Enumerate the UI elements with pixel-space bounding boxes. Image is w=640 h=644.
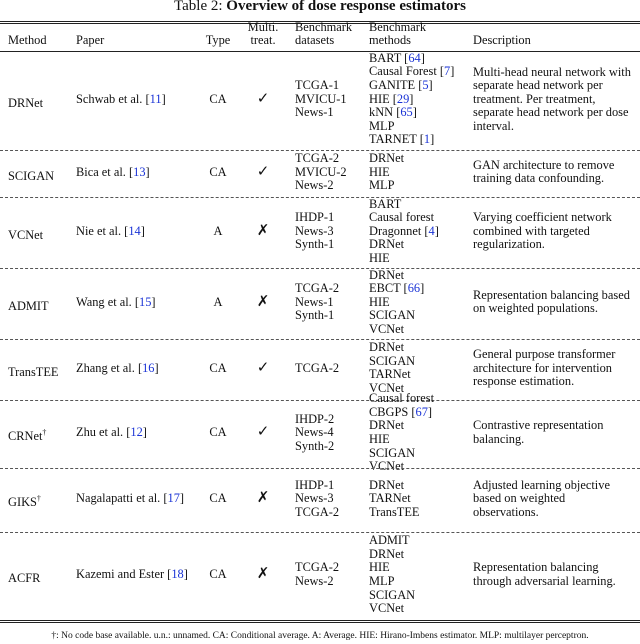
header-datasets: datasets: [295, 33, 335, 48]
method-item-name: EBCT: [369, 281, 401, 296]
method-item: [369, 152, 404, 166]
method-item-name: SCIGAN: [369, 353, 416, 368]
cell-description: [473, 289, 630, 316]
method-item-name: SCIGAN: [369, 308, 416, 323]
method-item-name: SCIGAN: [369, 587, 416, 602]
method-name: ACFR: [8, 571, 41, 586]
method-item: EBCT [66]: [369, 281, 425, 296]
method-item: [369, 534, 415, 548]
cell-paper: Bica et al. [13]: [76, 164, 150, 179]
citation-link[interactable]: 13: [133, 164, 146, 179]
citation-link[interactable]: 14: [128, 223, 141, 238]
cell-type: CA: [209, 91, 227, 106]
method-item-name: SCIGAN: [369, 445, 416, 460]
method-item-name: CBGPS: [369, 404, 409, 419]
cell-method: [8, 93, 43, 111]
method-item: [369, 323, 424, 337]
description-line: regularization.: [473, 237, 545, 252]
header-methods: Benchmark: [369, 19, 427, 34]
dataset-item: News-3: [295, 491, 334, 506]
description-line: Multi-head neural network with: [473, 64, 631, 79]
cell-type: A: [213, 294, 223, 309]
cell-paper: Nie et al. [14]: [76, 223, 145, 238]
dataset-item: News-1: [295, 105, 334, 120]
cell-methods: [369, 198, 439, 266]
method-item-name: TARNET: [369, 132, 417, 147]
method-item: Dragonnet [4]: [369, 223, 439, 238]
method-item: [369, 492, 419, 506]
method-item: [369, 296, 424, 310]
header-multi: treat.: [250, 33, 276, 48]
header-multi: Multi.: [247, 19, 279, 34]
method-name: GIKS: [8, 495, 37, 510]
description-line: GAN architecture to remove: [473, 157, 615, 172]
method-item-name: HIE: [369, 91, 390, 106]
cell-type: CA: [209, 491, 227, 506]
check-icon: ✓: [256, 359, 270, 376]
dataset-item: MVICU-2: [295, 164, 347, 179]
method-item-name: DRNet: [369, 546, 405, 561]
method-item-name: Causal forest: [369, 391, 435, 406]
citation-link[interactable]: 66: [407, 281, 421, 296]
dataset-item: News-2: [295, 573, 334, 588]
cross-icon: ✗: [256, 566, 270, 583]
paper-author: Schwab et al.: [76, 91, 143, 106]
method-item: [369, 460, 434, 474]
method-item-name: DRNet: [369, 477, 405, 492]
dataset-item: TCGA-2: [295, 504, 340, 519]
cross-icon: ✗: [256, 222, 270, 239]
row-divider: [0, 339, 640, 340]
description-line: through adversarial learning.: [473, 573, 616, 588]
method-name: TransTEE: [8, 364, 59, 379]
header-datasets: Benchmark: [295, 19, 353, 34]
citation-link[interactable]: 15: [139, 294, 152, 309]
cell-description: [473, 479, 610, 520]
cell-datasets: [295, 479, 339, 520]
dataset-item: IHDP-2: [295, 411, 335, 426]
description-line: interval.: [473, 118, 514, 133]
cell-datasets: [295, 362, 339, 376]
dataset-item: TCGA-2: [295, 281, 340, 296]
method-item: [369, 120, 454, 134]
method-item: HIE [29]: [369, 91, 414, 106]
method-item-name: TransTEE: [369, 504, 420, 519]
description-line: combined with targeted: [473, 223, 590, 238]
dataset-item: News-1: [295, 294, 334, 309]
method-item-name: TARNet: [369, 491, 411, 506]
cell-datasets: [295, 561, 339, 588]
method-item: [369, 238, 439, 252]
cell-method: [8, 426, 46, 444]
citation-link[interactable]: 4: [428, 223, 435, 238]
cell-method: [8, 568, 40, 586]
method-item-name: Causal Forest: [369, 64, 437, 79]
method-item-name: MLP: [369, 573, 395, 588]
method-item-name: VCNet: [369, 381, 405, 396]
method-item: CBGPS [67]: [369, 404, 433, 419]
method-item-name: DRNet: [369, 340, 405, 355]
cross-icon: ✗: [256, 293, 270, 310]
cell-type: A: [213, 223, 223, 238]
description-line: architecture for intervention: [473, 360, 612, 375]
dataset-item: TCGA-1: [295, 78, 340, 93]
check-icon: ✓: [256, 424, 270, 441]
method-item: [369, 479, 419, 493]
method-item: [369, 548, 415, 562]
method-item-name: MLP: [369, 118, 395, 133]
method-item-name: BART: [369, 196, 402, 211]
dataset-item: Synth-2: [295, 438, 335, 453]
paper-author: Kazemi and Ester: [76, 567, 165, 582]
caption-title: Overview of dose response estimators: [226, 0, 466, 14]
row-divider: [0, 268, 640, 269]
description-line: training data confounding.: [473, 171, 605, 186]
bottom-rule: [0, 620, 640, 621]
method-item: kNN [65]: [369, 105, 417, 120]
method-item: [369, 575, 415, 589]
dataset-item: MVICU-1: [295, 91, 347, 106]
row-divider: [0, 197, 640, 198]
cell-method: [8, 225, 43, 243]
method-name: ADMIT: [8, 298, 49, 313]
description-line: Representation balancing based: [473, 287, 630, 302]
description-line: observations.: [473, 504, 539, 519]
method-item-name: DRNet: [369, 237, 405, 252]
method-item: [369, 198, 439, 212]
cross-icon: ✗: [256, 490, 270, 507]
cell-methods: [369, 152, 404, 193]
citation-link[interactable]: 7: [444, 64, 451, 79]
footnote: †: No code base available. u.n.: unnamed. CA: Conditional average. A: Average. HIE: Hirano-Imbens estimator. MLP: multilayer perceptron.: [51, 631, 589, 641]
description-line: on weighted populations.: [473, 301, 598, 316]
bottom-rule-2: [0, 622, 640, 623]
header-method: Method: [8, 33, 47, 48]
cell-method: [8, 492, 41, 510]
citation-link[interactable]: 64: [408, 50, 421, 65]
method-item: [369, 166, 404, 180]
method-item: [369, 561, 415, 575]
description-line: response estimation.: [473, 374, 575, 389]
paper-author: Nagalapatti et al.: [76, 491, 161, 506]
paper-author: Nie et al.: [76, 223, 122, 238]
dataset-item: News-3: [295, 223, 334, 238]
cell-type: CA: [209, 164, 227, 179]
citation-link[interactable]: 65: [400, 105, 413, 120]
header-rule: [0, 51, 640, 52]
header-paper: Paper: [76, 33, 105, 48]
paper-author: Zhang et al.: [76, 360, 135, 375]
method-item-name: Dragonnet: [369, 223, 422, 238]
cell-type: CA: [209, 567, 227, 582]
citation-link[interactable]: 11: [149, 91, 162, 106]
method-name: DRNet: [8, 95, 44, 110]
method-item: [369, 211, 439, 225]
method-item: BART [64]: [369, 50, 425, 65]
cell-method: [8, 166, 54, 184]
cell-paper: Schwab et al. [11]: [76, 91, 166, 106]
method-item-name: HIE: [369, 560, 390, 575]
cell-methods: [369, 392, 434, 474]
method-item: [369, 506, 419, 520]
description-line: separate head network per: [473, 78, 603, 93]
method-item-name: DRNet: [369, 151, 405, 166]
method-item-name: BART: [369, 50, 402, 65]
cell-methods: [369, 52, 454, 147]
citation-link[interactable]: 67: [415, 404, 428, 419]
check-icon: ✓: [256, 163, 270, 180]
dataset-item: TCGA-2: [295, 151, 340, 166]
cell-method: [8, 362, 58, 380]
paper-author: Bica et al.: [76, 164, 126, 179]
dataset-item: Synth-1: [295, 237, 335, 252]
cell-type: CA: [209, 360, 227, 375]
method-item: [369, 309, 424, 323]
cell-datasets: [295, 282, 339, 323]
row-divider: [0, 400, 640, 401]
method-item-name: HIE: [369, 164, 390, 179]
citation-link[interactable]: 1: [423, 132, 431, 147]
description-line: based on weighted: [473, 491, 566, 506]
citation-link[interactable]: 16: [142, 360, 155, 375]
cell-paper: Zhu et al. [12]: [76, 425, 147, 440]
method-item-name: VCNet: [369, 321, 405, 336]
citation-link[interactable]: 5: [422, 78, 429, 93]
method-name: CRNet: [8, 429, 43, 444]
method-item-name: kNN: [369, 105, 394, 120]
method-item-name: MLP: [369, 178, 395, 193]
method-item-name: VCNet: [369, 459, 405, 474]
dagger-mark: †: [36, 494, 41, 504]
method-item-name: DRNet: [369, 267, 405, 282]
description-line: treatment. Per treatment,: [473, 91, 596, 106]
method-item: [369, 252, 439, 266]
header-description: Description: [473, 33, 531, 48]
method-item-name: ADMIT: [369, 533, 410, 548]
method-item-name: HIE: [369, 250, 390, 265]
description-line: separate head network per dose: [473, 105, 629, 120]
cell-methods: [369, 479, 419, 520]
dataset-item: IHDP-1: [295, 210, 335, 225]
dataset-item: News-4: [295, 425, 334, 440]
method-name: VCNet: [8, 227, 44, 242]
cell-description: [473, 561, 616, 588]
method-item-name: Causal forest: [369, 210, 435, 225]
method-name: SCIGAN: [8, 168, 55, 183]
check-icon: ✓: [256, 90, 270, 107]
method-item: GANITE [5]: [369, 78, 433, 93]
method-item: [369, 269, 424, 283]
cell-paper: Nagalapatti et al. [17]: [76, 491, 185, 506]
citation-link[interactable]: 17: [167, 491, 180, 506]
method-item: [369, 355, 415, 369]
cell-paper: Zhang et al. [16]: [76, 360, 159, 375]
cell-paper: Wang et al. [15]: [76, 294, 156, 309]
method-item: Causal Forest [7]: [369, 64, 455, 79]
method-item: [369, 179, 404, 193]
method-item-name: HIE: [369, 294, 390, 309]
cell-datasets: [295, 79, 347, 120]
description-line: balancing.: [473, 431, 525, 446]
dataset-item: News-2: [295, 178, 334, 193]
dataset-item: TCGA-2: [295, 560, 340, 575]
method-item: [369, 419, 434, 433]
method-item: [369, 602, 415, 616]
method-item: TARNET [1]: [369, 132, 435, 147]
cell-methods: [369, 269, 424, 337]
citation-link[interactable]: 18: [171, 567, 184, 582]
cell-datasets: [295, 211, 334, 252]
header-methods: methods: [369, 33, 411, 48]
table-caption: [0, 0, 640, 15]
cell-description: [473, 211, 612, 252]
dataset-item: Synth-1: [295, 308, 335, 323]
method-item: [369, 341, 415, 355]
cell-datasets: [295, 413, 334, 454]
header-type: Type: [205, 33, 231, 48]
paper-author: Wang et al.: [76, 294, 132, 309]
description-line: Adjusted learning objective: [473, 477, 610, 492]
description-line: Contrastive representation: [473, 418, 604, 433]
dagger-mark: †: [42, 428, 47, 438]
cell-description: [473, 419, 603, 446]
cell-methods: [369, 341, 415, 395]
row-divider: [0, 468, 640, 469]
method-item: [369, 589, 415, 603]
method-item-name: DRNet: [369, 418, 405, 433]
cell-description: [473, 66, 631, 134]
cell-description: [473, 348, 615, 389]
cell-datasets: [295, 152, 347, 193]
method-item-name: GANITE: [369, 78, 416, 93]
cell-description: [473, 159, 614, 186]
description-line: General purpose transformer: [473, 347, 616, 362]
citation-link[interactable]: 29: [396, 91, 410, 106]
description-line: Representation balancing: [473, 560, 599, 575]
dataset-item: TCGA-2: [295, 360, 340, 375]
method-item: [369, 392, 434, 406]
cell-type: CA: [209, 425, 227, 440]
cell-method: [8, 296, 49, 314]
method-item: [369, 433, 434, 447]
citation-link[interactable]: 12: [130, 425, 143, 440]
row-divider: [0, 532, 640, 533]
cell-paper: Kazemi and Ester [18]: [76, 567, 188, 582]
method-item-name: TARNet: [369, 367, 411, 382]
method-item-name: HIE: [369, 431, 390, 446]
method-item-name: VCNet: [369, 601, 405, 616]
description-line: Varying coefficient network: [473, 210, 612, 225]
caption-label: Table 2:: [174, 0, 223, 14]
paper-author: Zhu et al.: [76, 425, 124, 440]
cell-methods: [369, 534, 415, 616]
method-item: [369, 447, 434, 461]
dataset-item: IHDP-1: [295, 477, 335, 492]
method-item: [369, 368, 415, 382]
